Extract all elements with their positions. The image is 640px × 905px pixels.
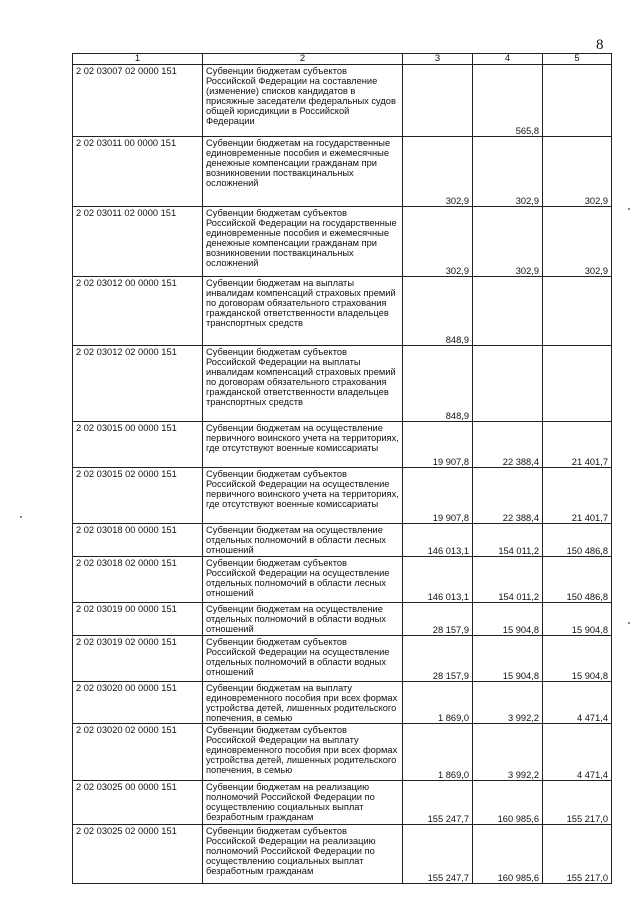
value-col-3-cell: 1 869,0 xyxy=(403,724,473,781)
budget-code-cell: 2 02 03011 00 0000 151 xyxy=(73,137,203,207)
header-col-3: 3 xyxy=(403,54,473,65)
value-col-3-cell: 28 157,9 xyxy=(403,636,473,682)
budget-code-cell: 2 02 03012 00 0000 151 xyxy=(73,277,203,346)
value-col-3-cell: 155 247,7 xyxy=(403,781,473,825)
header-col-1: 1 xyxy=(73,54,203,65)
value-col-4-cell: 160 985,6 xyxy=(473,825,543,884)
value-col-3-cell: 146 013,1 xyxy=(403,524,473,557)
value-col-4-cell: 302,9 xyxy=(473,137,543,207)
budget-code-cell: 2 02 03015 02 0000 151 xyxy=(73,468,203,524)
value-col-4-cell: 15 904,8 xyxy=(473,603,543,636)
description-cell: Субвенции бюджетам субъектов Российской Федерации на выплаты инвалидам компенсаций страховых премий по договорам обязательного страхования гражданской ответственности владельцев транспортных средств xyxy=(203,346,403,422)
table-row xyxy=(73,682,612,724)
table-row xyxy=(73,781,612,825)
value-col-5-cell: 4 471,4 xyxy=(543,682,612,724)
table-row xyxy=(73,524,612,557)
description-cell: Субвенции бюджетам субъектов Российской Федерации на осуществление отдельных полномочий в области водных отношений xyxy=(203,636,403,682)
value-col-3-cell: 19 907,8 xyxy=(403,422,473,468)
table-row xyxy=(73,65,612,137)
value-col-5-cell: 155 217,0 xyxy=(543,781,612,825)
value-col-5-cell xyxy=(543,346,612,422)
description-cell: Субвенции бюджетам субъектов Российской Федерации на реализацию полномочий Российской Федерации по осуществлению социальных выплат безработным гражданам xyxy=(203,825,403,884)
budget-code-cell: 2 02 03015 00 0000 151 xyxy=(73,422,203,468)
value-col-5-cell: 150 486,8 xyxy=(543,524,612,557)
budget-code-cell: 2 02 03011 02 0000 151 xyxy=(73,207,203,277)
value-col-3-cell xyxy=(403,65,473,137)
page-number: 8 xyxy=(596,37,604,53)
description-cell: Субвенции бюджетам субъектов Российской Федерации на выплату единовременного пособия при всех формах устройства детей, лишенных родительского попечения, в семью xyxy=(203,724,403,781)
value-col-3-cell: 28 157,9 xyxy=(403,603,473,636)
description-cell: Субвенции бюджетам на осуществление первичного воинского учета на территориях, где отсутствуют военные комиссариаты xyxy=(203,422,403,468)
description-cell: Субвенции бюджетам на осуществление отдельных полномочий в области лесных отношений xyxy=(203,524,403,557)
description-cell: Субвенции бюджетам на выплаты инвалидам компенсаций страховых премий по договорам обязательного страхования гражданской ответственности владельцев транспортных средств xyxy=(203,277,403,346)
value-col-5-cell: 155 217,0 xyxy=(543,825,612,884)
table-row xyxy=(73,346,612,422)
value-col-4-cell: 3 992,2 xyxy=(473,724,543,781)
table-row xyxy=(73,603,612,636)
budget-code-cell: 2 02 03025 00 0000 151 xyxy=(73,781,203,825)
table-row xyxy=(73,557,612,603)
value-col-3-cell: 848,9 xyxy=(403,346,473,422)
header-col-4: 4 xyxy=(473,54,543,65)
budget-code-cell: 2 02 03018 02 0000 151 xyxy=(73,557,203,603)
table-body xyxy=(73,65,612,884)
budget-table xyxy=(72,53,612,884)
value-col-5-cell xyxy=(543,277,612,346)
table-row xyxy=(73,277,612,346)
table-row xyxy=(73,422,612,468)
description-cell: Субвенции бюджетам субъектов Российской Федерации на государственные единовременные пособия и ежемесячные денежные компенсации гражданам при возникновении поствакцинальных осложнений xyxy=(203,207,403,277)
value-col-4-cell: 154 011,2 xyxy=(473,524,543,557)
scan-speck xyxy=(628,208,630,210)
value-col-3-cell: 302,9 xyxy=(403,137,473,207)
value-col-3-cell: 155 247,7 xyxy=(403,825,473,884)
value-col-5-cell: 21 401,7 xyxy=(543,468,612,524)
value-col-4-cell xyxy=(473,277,543,346)
budget-code-cell: 2 02 03019 02 0000 151 xyxy=(73,636,203,682)
table-row xyxy=(73,724,612,781)
value-col-3-cell: 19 907,8 xyxy=(403,468,473,524)
budget-code-cell: 2 02 03018 00 0000 151 xyxy=(73,524,203,557)
value-col-4-cell: 3 992,2 xyxy=(473,682,543,724)
budget-code-cell: 2 02 03012 02 0000 151 xyxy=(73,346,203,422)
value-col-5-cell: 302,9 xyxy=(543,207,612,277)
value-col-5-cell: 302,9 xyxy=(543,137,612,207)
description-cell: Субвенции бюджетам субъектов Российской Федерации на составление (изменение) списков кандидатов в присяжные заседатели федеральных судов общей юрисдикции в Российской Федерации xyxy=(203,65,403,137)
scan-speck xyxy=(628,622,630,624)
budget-code-cell: 2 02 03007 02 0000 151 xyxy=(73,65,203,137)
header-row xyxy=(73,54,612,65)
budget-code-cell: 2 02 03020 00 0000 151 xyxy=(73,682,203,724)
value-col-4-cell: 565,8 xyxy=(473,65,543,137)
description-cell: Субвенции бюджетам субъектов Российской Федерации на осуществление первичного воинского учета на территориях, где отсутствуют военные комиссариаты xyxy=(203,468,403,524)
budget-code-cell: 2 02 03025 02 0000 151 xyxy=(73,825,203,884)
table-row xyxy=(73,137,612,207)
budget-code-cell: 2 02 03020 02 0000 151 xyxy=(73,724,203,781)
value-col-4-cell: 154 011,2 xyxy=(473,557,543,603)
value-col-3-cell: 848,9 xyxy=(403,277,473,346)
table-row xyxy=(73,825,612,884)
value-col-5-cell: 15 904,8 xyxy=(543,636,612,682)
value-col-3-cell: 146 013,1 xyxy=(403,557,473,603)
value-col-5-cell: 150 486,8 xyxy=(543,557,612,603)
value-col-4-cell: 15 904,8 xyxy=(473,636,543,682)
header-col-2: 2 xyxy=(203,54,403,65)
description-cell: Субвенции бюджетам на реализацию полномочий Российской Федерации по осуществлению социальных выплат безработным гражданам xyxy=(203,781,403,825)
value-col-4-cell xyxy=(473,346,543,422)
value-col-3-cell: 302,9 xyxy=(403,207,473,277)
budget-table-container xyxy=(72,53,612,884)
budget-code-cell: 2 02 03019 00 0000 151 xyxy=(73,603,203,636)
scan-speck xyxy=(20,516,22,518)
header-col-5: 5 xyxy=(543,54,612,65)
description-cell: Субвенции бюджетам субъектов Российской Федерации на осуществление отдельных полномочий в области лесных отношений xyxy=(203,557,403,603)
value-col-5-cell: 4 471,4 xyxy=(543,724,612,781)
description-cell: Субвенции бюджетам на выплату единовременного пособия при всех формах устройства детей, лишенных родительского попечения, в семью xyxy=(203,682,403,724)
value-col-5-cell: 15 904,8 xyxy=(543,603,612,636)
value-col-5-cell xyxy=(543,65,612,137)
value-col-4-cell: 22 388,4 xyxy=(473,468,543,524)
description-cell: Субвенции бюджетам на осуществление отдельных полномочий в области водных отношений xyxy=(203,603,403,636)
table-row xyxy=(73,636,612,682)
value-col-5-cell: 21 401,7 xyxy=(543,422,612,468)
table-row xyxy=(73,207,612,277)
value-col-4-cell: 22 388,4 xyxy=(473,422,543,468)
description-cell: Субвенции бюджетам на государственные единовременные пособия и ежемесячные денежные компенсации гражданам при возникновении поствакцинальных осложнений xyxy=(203,137,403,207)
value-col-4-cell: 160 985,6 xyxy=(473,781,543,825)
value-col-4-cell: 302,9 xyxy=(473,207,543,277)
table-row xyxy=(73,468,612,524)
value-col-3-cell: 1 869,0 xyxy=(403,682,473,724)
